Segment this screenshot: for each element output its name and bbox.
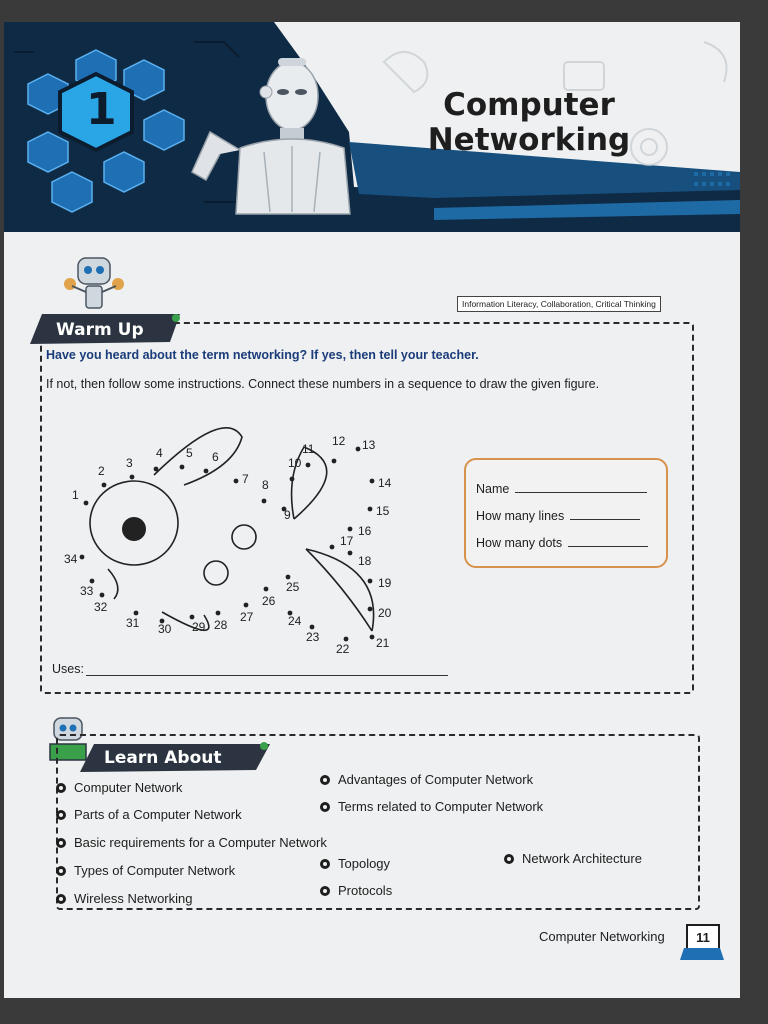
dot-number-label: 25 (286, 580, 300, 594)
dot-point (130, 475, 135, 480)
dot-point (80, 555, 85, 560)
uses-label: Uses: (52, 662, 84, 676)
dot-point (344, 637, 349, 642)
dot-point (100, 593, 105, 598)
list-item: Advantages of Computer Network (320, 772, 533, 787)
dot-point (90, 579, 95, 584)
dot-number-label: 19 (378, 576, 392, 590)
dot-point (330, 545, 335, 550)
list-item: Terms related to Computer Network (320, 799, 543, 814)
dot-number-label: 12 (332, 434, 346, 448)
dot-number-label: 4 (156, 446, 163, 460)
list-item: Wireless Networking (56, 891, 192, 906)
uses-answer-line[interactable] (86, 663, 448, 676)
dot-number-label: 13 (362, 438, 376, 452)
dot-number-label: 3 (126, 456, 133, 470)
learn-about-heading: Learn About (104, 748, 222, 768)
lines-answer-line[interactable] (570, 519, 640, 520)
dot-point (234, 479, 239, 484)
dot-number-label: 22 (336, 642, 350, 656)
bubble-circle-2 (232, 525, 256, 549)
dot-number-label: 18 (358, 554, 372, 568)
dot-point (216, 611, 221, 616)
dot-number-label: 21 (376, 636, 390, 650)
dot-number-label: 32 (94, 600, 108, 614)
dot-number-label: 30 (158, 622, 172, 636)
dot-point (84, 501, 89, 506)
dot-point (204, 469, 209, 474)
dot-number-label: 20 (378, 606, 392, 620)
dot-number-label: 6 (212, 450, 219, 464)
footer-title: Computer Networking (539, 929, 665, 944)
dot-to-dot-figure (54, 417, 434, 656)
mouth-curve (108, 569, 118, 599)
dot-point (348, 527, 353, 532)
dot-point (368, 579, 373, 584)
dot-point (180, 465, 185, 470)
dot-point (102, 483, 107, 488)
lines-label: How many lines (476, 509, 565, 523)
dots-answer-line[interactable] (568, 546, 648, 547)
dot-point (306, 463, 311, 468)
dot-number-label: 7 (242, 472, 249, 486)
dot-number-label: 27 (240, 610, 254, 624)
skills-tag: Information Literacy, Collaboration, Critical Thinking (457, 296, 661, 312)
name-line[interactable] (515, 492, 647, 493)
list-item: Basic requirements for a Computer Network (56, 835, 327, 850)
dots-label: How many dots (476, 536, 563, 550)
dot-number-label: 23 (306, 630, 320, 644)
dot-number-label: 28 (214, 618, 228, 632)
dot-number-label: 11 (302, 442, 315, 456)
dot-number-label: 14 (378, 476, 392, 490)
dot-number-label: 10 (288, 456, 302, 470)
dot-number-label: 29 (192, 620, 206, 634)
list-item: Network Architecture (504, 851, 642, 866)
dot-point (368, 607, 373, 612)
chapter-number: 1 (86, 84, 117, 135)
dot-number-label: 24 (288, 614, 302, 628)
dot-number-label: 26 (262, 594, 276, 608)
dot-point (264, 587, 269, 592)
dot-number-label: 33 (80, 584, 94, 598)
dot-point (286, 575, 291, 580)
dorsal-fin (154, 428, 242, 485)
learn-about-heading-badge (80, 740, 270, 772)
dot-number-label: 5 (186, 446, 193, 460)
dot-point (262, 499, 267, 504)
dot-point (190, 615, 195, 620)
dot-point (134, 611, 139, 616)
name-answer-box (464, 458, 668, 568)
dot-point (154, 467, 159, 472)
list-item: Parts of a Computer Network (56, 807, 242, 822)
dot-point (332, 459, 337, 464)
list-item: Computer Network (56, 780, 182, 795)
dot-number-label: 15 (376, 504, 390, 518)
dot-point (310, 625, 315, 630)
list-item: Protocols (320, 883, 392, 898)
dot-point (368, 507, 373, 512)
name-label: Name (476, 482, 510, 496)
dot-point (348, 551, 353, 556)
dot-number-label: 16 (358, 524, 372, 538)
page-number: 11 (686, 924, 720, 952)
dot-point (290, 477, 295, 482)
dot-point (244, 603, 249, 608)
laptop-icon (680, 946, 724, 962)
bubble-circle (204, 561, 228, 585)
dot-number-label: 31 (126, 616, 140, 630)
dot-number-label: 17 (340, 534, 354, 548)
dot-number-label: 8 (262, 478, 269, 492)
warm-up-instruction: If not, then follow some instructions. Connect these numbers in a sequence to draw the given figure. (46, 377, 600, 391)
dot-number-label: 2 (98, 464, 105, 478)
robot-mascot-icon (62, 254, 126, 314)
warm-up-heading: Warm Up (56, 320, 144, 340)
warm-up-heading-badge (30, 312, 180, 344)
list-item: Topology (320, 856, 390, 871)
dot-number-label: 9 (284, 508, 291, 522)
dot-point (370, 479, 375, 484)
chapter-title: Computer Networking (427, 87, 631, 158)
dot-number-label: 34 (64, 552, 78, 566)
textbook-page (4, 22, 740, 998)
warm-up-question: Have you heard about the term networking? If yes, then tell your teacher. (46, 348, 479, 362)
dot-point (370, 635, 375, 640)
fish-pupil (122, 517, 146, 541)
dot-point (356, 447, 361, 452)
uses-row (52, 662, 448, 676)
dot-number-label: 1 (72, 488, 79, 502)
list-item: Types of Computer Network (56, 863, 235, 878)
